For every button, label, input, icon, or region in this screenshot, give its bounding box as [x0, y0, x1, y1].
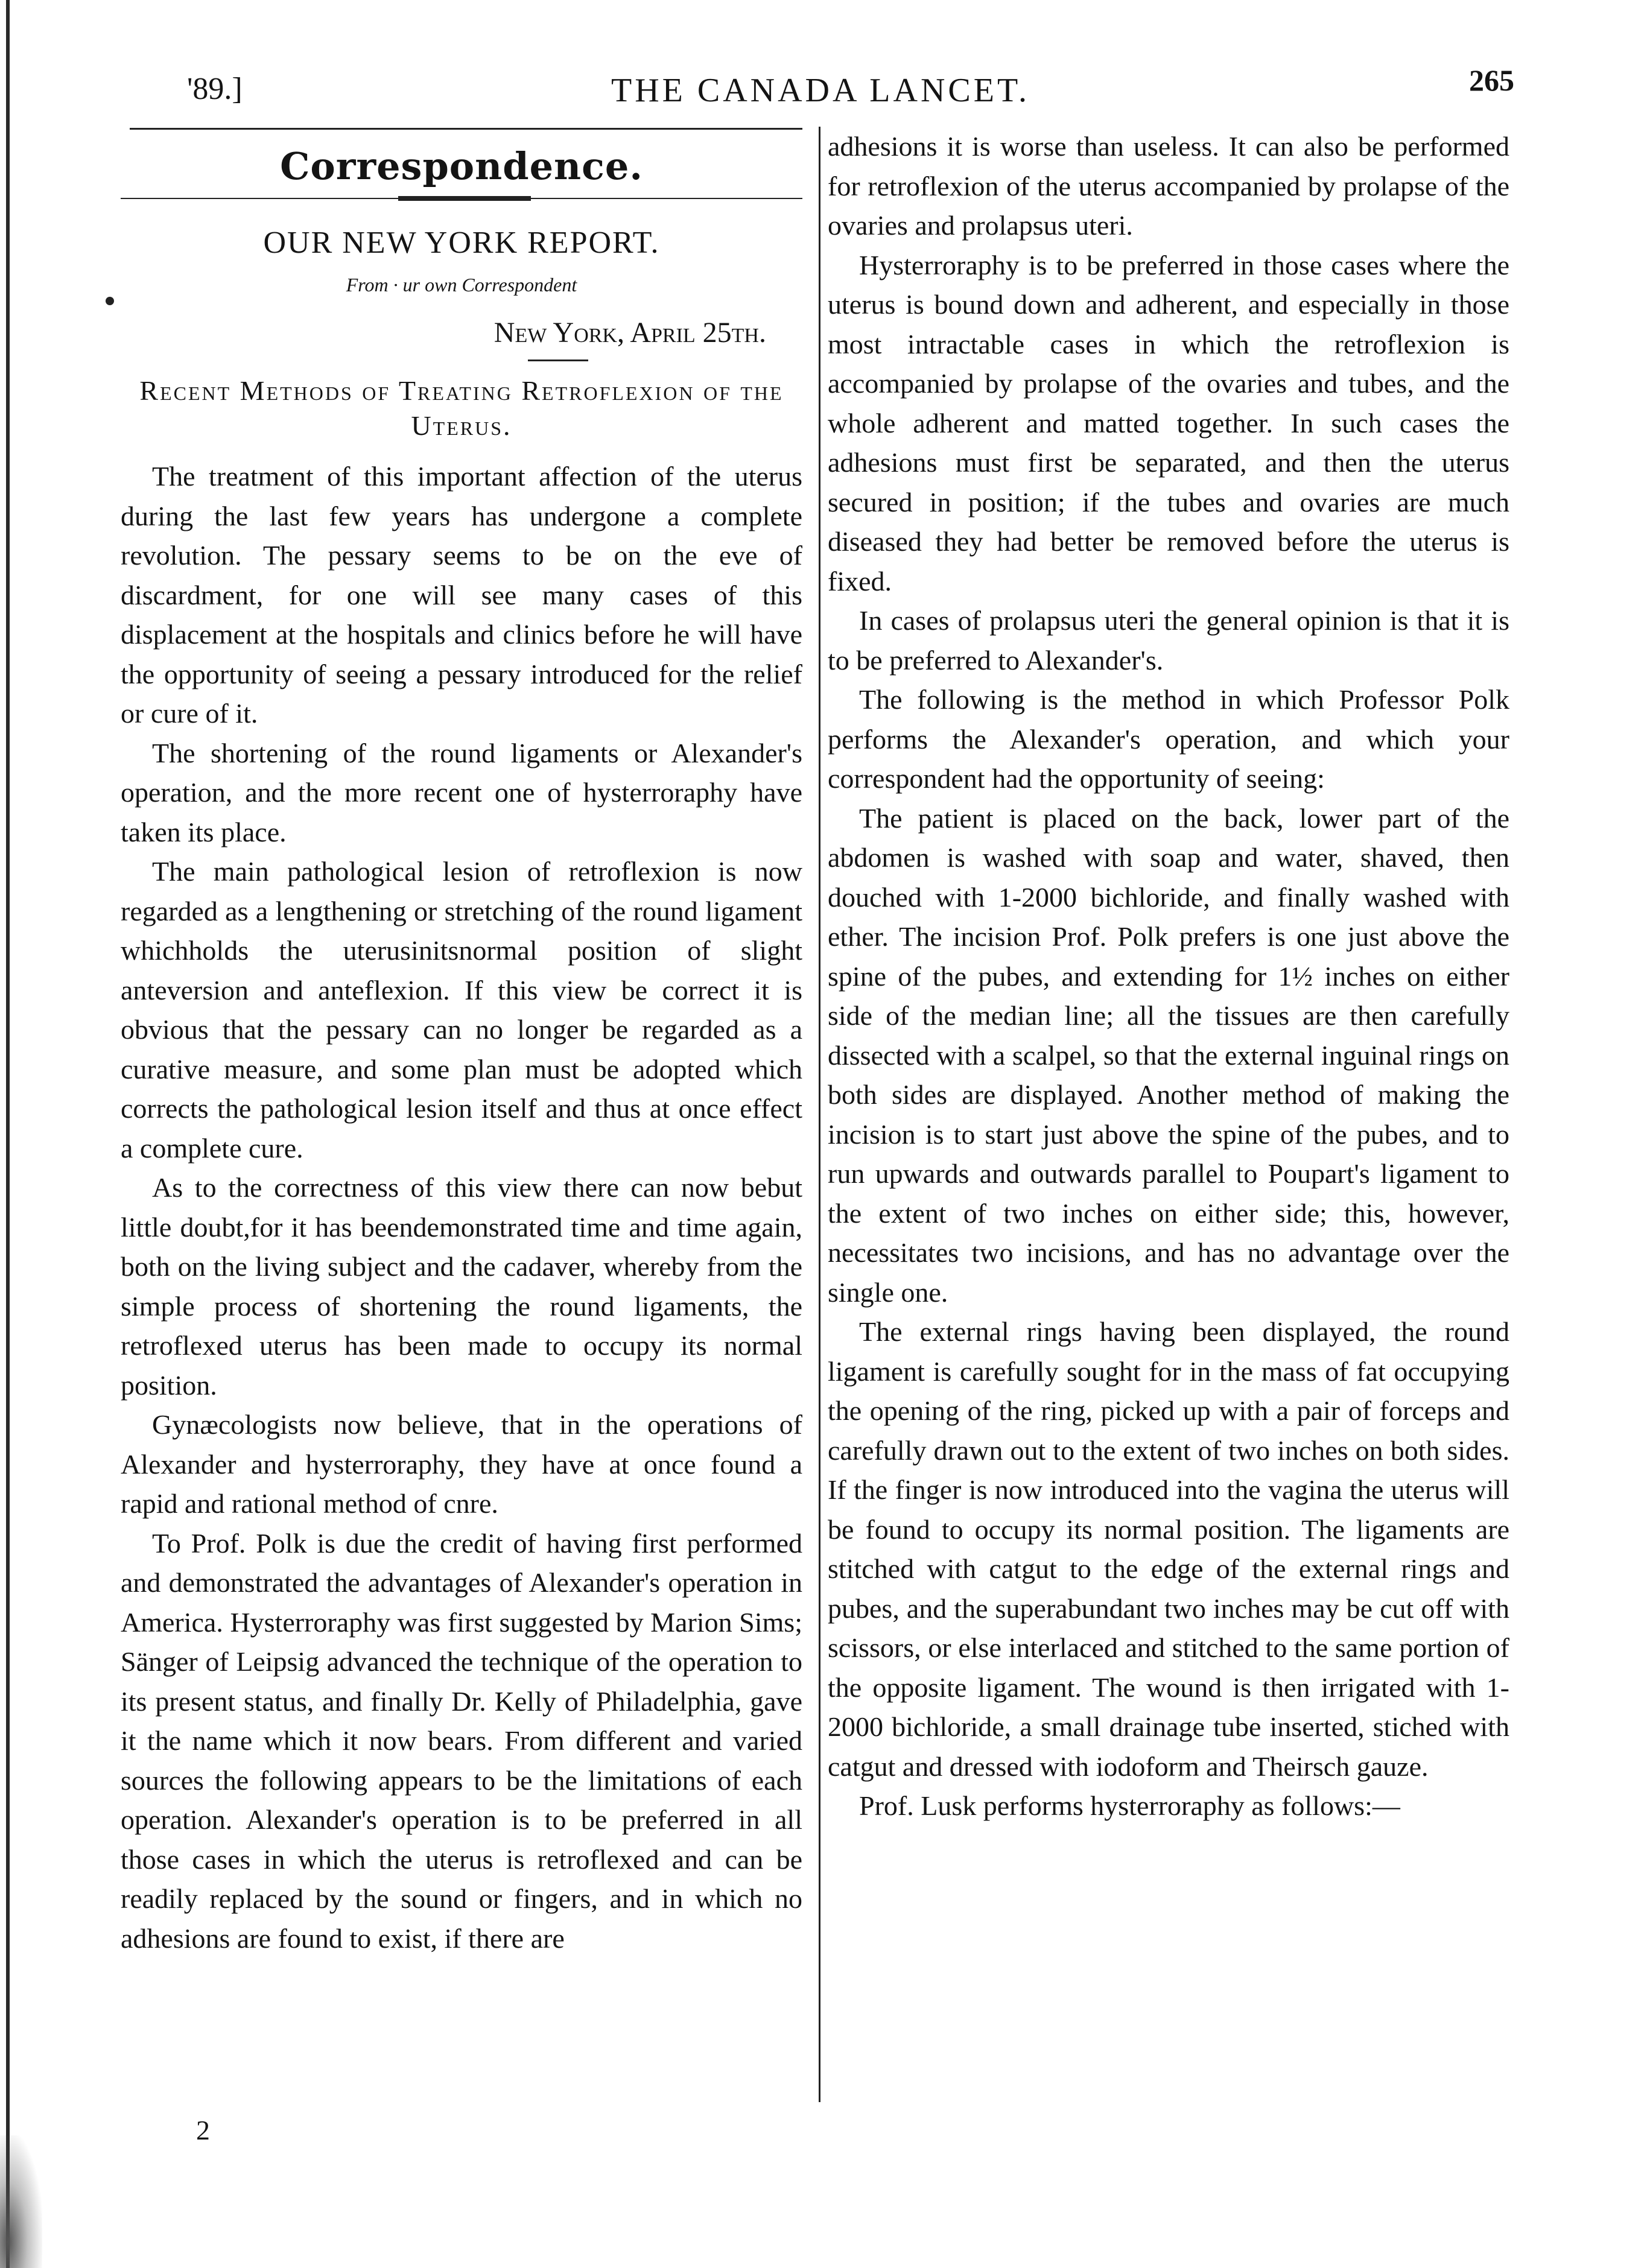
- department-rule: [121, 191, 802, 209]
- paragraph: The treatment of this important affection of the uterus during the last few years has undergone a complete revolution. The pessary seems to be on the eve of discardment, for one will see many cases of this displacement at the hospitals and clinics before he will have the opportunity of seeing a pessary introduced for the relief or cure of it.: [121, 461, 802, 729]
- scan-binding-edge: [6, 0, 10, 2268]
- paragraph: To Prof. Polk is due the credit of having first performed and demonstrated the advantages of Alexander's operation in America. Hysterroraphy was first suggested by Marion Sims; Sänger of Leipsig advanced the technique of the operation to its present status, and finally Dr. Kelly of Philadelphia, gave it the name which it now bears. From different and varied sources the following appears to be the limitations of each operation. Alexander's operation is to be preferred in all those cases in which the uterus is retroflexed and can be readily replaced by the sound or fingers, and in which no adhesions are found to exist, if there are: [121, 1527, 802, 1954]
- paragraph: Gynæcologists now believe, that in the operations of Alexander and hysterroraphy, they have at once found a rapid and rational method of cnre.: [121, 1409, 802, 1519]
- paragraph: In cases of prolapsus uteri the general opinion is that it is to be preferred to Alexander's.: [828, 605, 1509, 676]
- paragraph: Hysterroraphy is to be preferred in those cases where the uterus is bound down and adherent, and especially in those most intractable cases in which the retroflexion is accompanied by prolapse of the ovaries and tubes, and the whole adherent and matted together. In such cases the adhesions must first be separated, and then the uterus secured in position; if the tubes and ovaries are much diseased they had better be removed before the uterus is fixed.: [828, 249, 1509, 597]
- department-heading: Correspondence.: [280, 144, 643, 188]
- dateline: New York, April 25th.: [493, 317, 766, 349]
- paragraph: The external rings having been displayed, the round ligament is carefully sought for in the mass of fat occupying the opening of the ring, picked up with a pair of forceps and carefully drawn out to the extent of two inches on both sides. If the finger is now introduced into the vagina the uterus will be found to occupy its normal position. The ligaments are stitched with catgut to the edge of the external rings and pubes, and the superabundant two inches may be cut off with scissors, or else interlaced and stitched to the same portion of the opposite ligament. The wound is then irrigated with 1-2000 bichloride, a small drainage tube inserted, stiched with catgut and dressed with iodoform and Theirsch gauze.: [828, 1316, 1509, 1782]
- paragraph: The shortening of the round ligaments or Alexander's operation, and the more recent one of hysterroraphy have taken its place.: [121, 737, 802, 847]
- volume-year: '89.]: [187, 72, 243, 106]
- scan-corner-smudge: [0, 2135, 42, 2268]
- journal-title: THE CANADA LANCET.: [611, 72, 1030, 109]
- paragraph: Prof. Lusk performs hysterroraphy as follows:—: [859, 1790, 1400, 1821]
- section-heading: Recent Methods of Treating Retroflexion of the Uterus.: [139, 375, 784, 441]
- page-number: 265: [1469, 63, 1514, 97]
- right-column: [828, 127, 1509, 1826]
- paragraph: The following is the method in which Professor Polk performs the Alexander's operation, and which your correspondent had the opportunity of seeing:: [828, 684, 1509, 794]
- paragraph: adhesions it is worse than useless. It can also be performed for retroflexion of the uterus accompanied by prolapse of the ovaries and prolapsus uteri.: [828, 131, 1509, 241]
- paragraph: As to the correctness of this view there can now bebut little doubt,for it has beendemonstrated time and time again, both on the living subject and the cadaver, whereby from the simple process of shortening the round ligaments, the retroflexed uterus has been made to occupy its normal position.: [121, 1172, 802, 1401]
- margin-dot: [106, 297, 114, 305]
- left-column: [121, 127, 802, 1958]
- running-header: [127, 60, 1514, 115]
- column-divider: [819, 127, 820, 2102]
- paragraph: The patient is placed on the back, lower part of the abdomen is washed with soap and water, shaved, then douched with 1-2000 bichloride, and finally washed with ether. The incision Prof. Polk prefers is one just above the spine of the pubes, and extending for 1½ inches on either side of the median line; all the tissues are then carefully dissected with a scalpel, so that the external inguinal rings on both sides are displayed. Another method of making the incision is to start just above the spine of the pubes, and to run upwards and outwards parallel to Poupart's ligament to the extent of two inches on either side; this, however, necessitates two incisions, and has no advantage over the single one.: [828, 802, 1509, 1308]
- report-title: OUR NEW YORK REPORT.: [263, 226, 660, 260]
- byline: From · ur own Correspondent: [346, 274, 577, 296]
- dateline-rule: [528, 360, 588, 361]
- paragraph: The main pathological lesion of retroflexion is now regarded as a lengthening or stretching of the round ligament whichholds the uterusinitsnormal position of slight anteversion and anteflexion. If this view be correct it is obvious that the pessary can no longer be regarded as a curative measure, and some plan must be adopted which corrects the pathological lesion itself and thus at once effect a complete cure.: [121, 856, 802, 1164]
- signature-mark: 2: [196, 2115, 210, 2146]
